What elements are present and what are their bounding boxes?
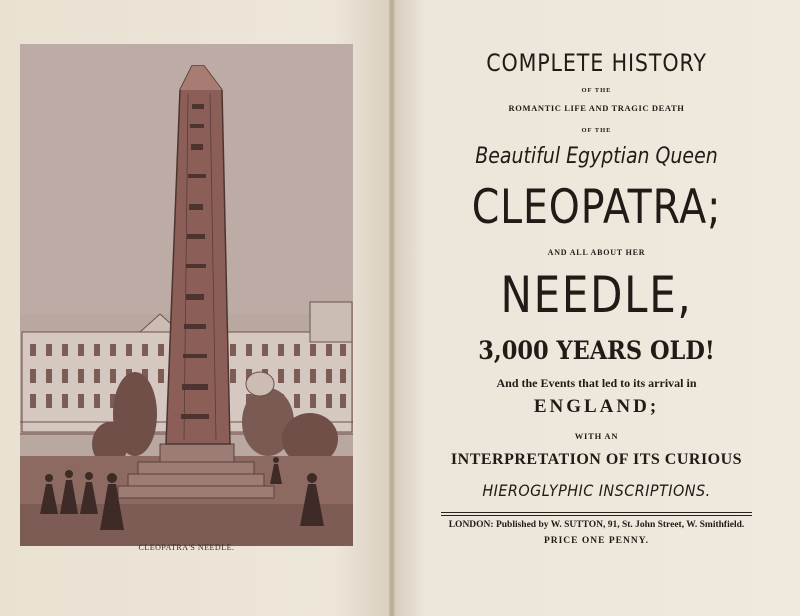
title-page (393, 0, 800, 616)
text-with-an: WITH AN (574, 431, 619, 441)
text-interpretation: INTERPRETATION OF ITS CURIOUS (450, 451, 743, 468)
title-complete-history: COMPLETE HISTORY (486, 49, 707, 77)
plate-caption: CLEOPATRA'S NEEDLE. (138, 543, 235, 552)
title-needle: NEEDLE, (500, 266, 693, 324)
text-romantic-life: ROMANTIC LIFE AND TRAGIC DEATH (508, 103, 685, 113)
text-of-the-1: OF THE (581, 87, 612, 94)
title-cleopatra: CLEOPATRA; (471, 180, 722, 235)
text-events-arrival: And the Events that led to its arrival in (496, 376, 697, 390)
publisher-imprint: LONDON: Published by W. SUTTON, 91, St. John Street, W. Smithfield. (448, 520, 745, 530)
text-hieroglyphic-inscriptions: HIEROGLYPHIC INSCRIPTIONS. (482, 481, 711, 500)
obelisk-engraving (20, 44, 353, 546)
text-of-the-2: OF THE (581, 127, 612, 134)
price-line: PRICE ONE PENNY. (543, 536, 650, 546)
imprint-rule-top (441, 512, 752, 513)
text-3000-years-old: 3,000 YEARS OLD! (478, 336, 715, 365)
imprint-rule-bottom (441, 515, 752, 516)
illustration-plate (20, 44, 353, 546)
text-beautiful-queen: Beautiful Egyptian Queen (475, 144, 718, 169)
text-england: ENGLAND; (533, 396, 660, 417)
text-and-all-about-her: AND ALL ABOUT HER (547, 248, 646, 257)
